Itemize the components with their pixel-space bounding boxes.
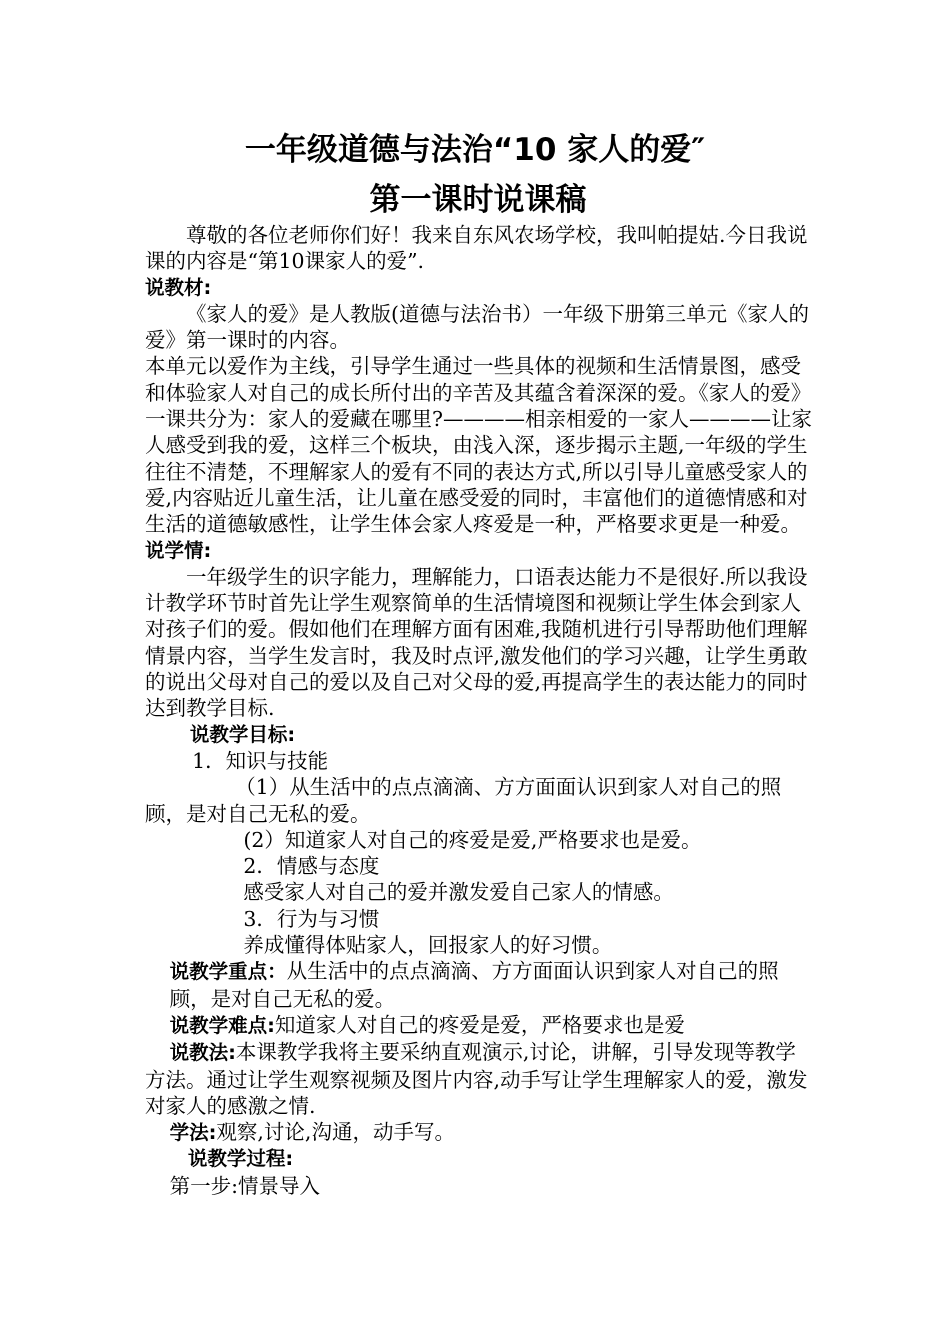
intro-paragraph: 尊敬的各位老师你们好！我来自东风农场学校，我叫帕提姑.今日我说课的内容是“第10课家人的爱”. bbox=[145, 223, 808, 274]
process-step-1: 第一步:情景导入 bbox=[169, 1173, 321, 1198]
methods-label: 说教法: bbox=[169, 1041, 236, 1065]
methods-paragraph bbox=[145, 1039, 813, 1119]
goal-3-title: 3．行为与习惯 bbox=[243, 906, 380, 931]
difficulty-label: 说教学难点: bbox=[169, 1013, 275, 1037]
goal-2-text: 感受家人对自己的爱并激发爱自己家人的情感。 bbox=[243, 880, 674, 905]
key-point-paragraph bbox=[145, 958, 813, 1012]
difficulty-text: 知道家人对自己的疼爱是爱，严格要求也是爱 bbox=[274, 1012, 685, 1037]
goals-heading: 说教学目标: bbox=[189, 722, 296, 746]
document-body bbox=[145, 222, 813, 1199]
title-line-2: 第一课时说课稿 bbox=[369, 182, 587, 218]
student-situation-paragraph: 一年级学生的识字能力，理解能力，口语表达能力不是很好.所以我设计教学环节时首先让学生观察简单的生活情境图和视频让学生体会到家人对孩子们的爱。假如他们在理解方面有困难,我随机进行引导帮助他们理解情景内容，当学生发言时，我及时点评,激发他们的学习兴趣，让学生勇敢的说出父母对自己的爱以及自己对父母的爱,再提高学生的表达能力的同时达到教学目标. bbox=[145, 564, 808, 721]
goal-1-item-2: (2）知道家人对自己的疼爱是爱,严格要求也是爱。 bbox=[243, 827, 702, 852]
teaching-material-heading: 说教材: bbox=[145, 275, 212, 299]
goal-1-title: 1．知识与技能 bbox=[192, 748, 329, 773]
key-point-label: 说教学重点： bbox=[169, 960, 287, 984]
teaching-material-paragraph-2: 本单元以爱作为主线，引导学生通过一些具体的视频和生活情景图，感受和体验家人对自己的成长所付出的辛苦及其蕴含着深深的爱。《家人的爱》一课共分为：家人的爱藏在哪里?————相亲相爱的一家人————让家人感受到我的爱，这样三个板块，由浅入深，逐步揭示主题,一年级的学生往往不清楚，不理解家人的爱有不同的表达方式,所以引导儿童感受家人的爱,内容贴近儿童生活，让儿童在感受爱的同时，丰富他们的道德情感和对生活的道德敏感性，让学生体会家人疼爱是一种，严格要求更是一种爱。 bbox=[145, 354, 812, 537]
methods-text: 本课教学我将主要采纳直观演示,讨论，讲解，引导发现等教学方法。通过让学生观察视频及图片内容,动手写让学生理解家人的爱，激发对家人的感激之情. bbox=[145, 1040, 808, 1118]
goal-1-item-1: （1）从生活中的点点滴滴、方方面面认识到家人对自己的照顾，是对自己无私的爱。 bbox=[145, 775, 782, 826]
goal-3-text: 养成懂得体贴家人，回报家人的好习惯。 bbox=[243, 933, 613, 958]
learning-text: 观察,讨论,沟通，动手写。 bbox=[216, 1120, 455, 1145]
title-line-1: 一年级道德与法治“10 家人的爱″ bbox=[244, 132, 706, 168]
student-situation-heading: 说学情: bbox=[145, 538, 212, 562]
teaching-material-paragraph-1: 《家人的爱》是人教版(道德与法治书）一年级下册第三单元《家人的爱》第一课时的内容。 bbox=[145, 301, 809, 353]
difficulty-paragraph bbox=[145, 1012, 813, 1039]
process-heading: 说教学过程: bbox=[187, 1147, 294, 1171]
key-point-text: 从生活中的点点滴滴、方方面面认识到家人对自己的照顾，是对自己无私的爱。 bbox=[169, 959, 779, 1011]
learning-paragraph bbox=[145, 1119, 813, 1146]
goal-2-title: 2．情感与态度 bbox=[243, 854, 380, 879]
learning-label: 学法: bbox=[169, 1121, 217, 1145]
